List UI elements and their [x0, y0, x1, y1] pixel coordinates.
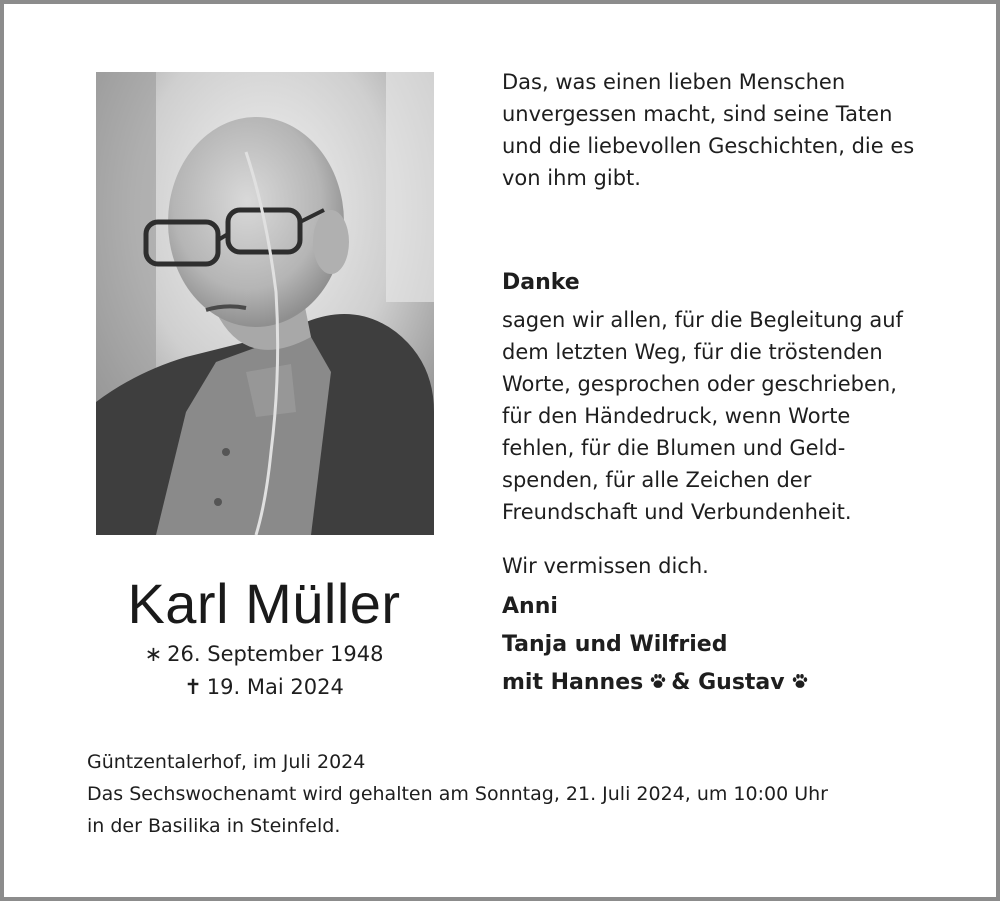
- death-date-row: [64, 671, 464, 704]
- thanks-line: spenden, für alle Zeichen der: [502, 468, 812, 492]
- birth-date-row: [64, 638, 464, 671]
- memorial-quote: [502, 66, 972, 194]
- service-info: [87, 746, 967, 842]
- family-member: Anni: [502, 594, 558, 619]
- thanks-line: Freundschaft und Verbundenheit.: [502, 500, 852, 524]
- quote-line: und die liebevollen Geschichten, die es: [502, 134, 915, 158]
- life-dates: [64, 638, 464, 704]
- birth-date: 26. September 1948: [167, 642, 384, 666]
- thanks-text: [502, 304, 972, 528]
- closing-line: Wir vermissen dich.: [502, 554, 709, 578]
- paw-print-icon: [649, 672, 667, 690]
- deceased-name: Karl Müller: [127, 572, 401, 635]
- birth-star-icon: ∗: [144, 642, 163, 666]
- family-pets-line: [502, 664, 972, 702]
- service-announcement: Das Sechswochenamt wird gehalten am Sonntag, 21. Juli 2024, um 10:00 Uhr: [87, 783, 828, 805]
- thanks-line: sagen wir allen, für die Begleitung auf: [502, 308, 903, 332]
- thanks-heading: Danke: [502, 270, 580, 295]
- thanks-line: fehlen, für die Blumen und Geld-: [502, 436, 846, 460]
- family-member: & Gustav: [671, 670, 785, 695]
- thanks-line: Worte, gesprochen oder geschrieben,: [502, 372, 897, 396]
- thanks-line: dem letzten Weg, für die tröstenden: [502, 340, 883, 364]
- quote-line: von ihm gibt.: [502, 166, 641, 190]
- family-member: Tanja und Wilfried: [502, 632, 728, 657]
- portrait-photo: [96, 72, 434, 535]
- place-date: Güntzentalerhof, im Juli 2024: [87, 751, 366, 773]
- death-cross-icon: ✝: [184, 675, 202, 699]
- quote-line: Das, was einen lieben Menschen: [502, 70, 846, 94]
- family-member: mit Hannes: [502, 670, 644, 695]
- death-date: 19. Mai 2024: [206, 675, 344, 699]
- service-location: in der Basilika in Steinfeld.: [87, 815, 341, 837]
- paw-print-icon: [791, 672, 809, 690]
- family-signature: [502, 588, 972, 702]
- quote-line: unvergessen macht, sind seine Taten: [502, 102, 893, 126]
- portrait-illustration: [96, 72, 434, 535]
- thanks-line: für den Händedruck, wenn Worte: [502, 404, 851, 428]
